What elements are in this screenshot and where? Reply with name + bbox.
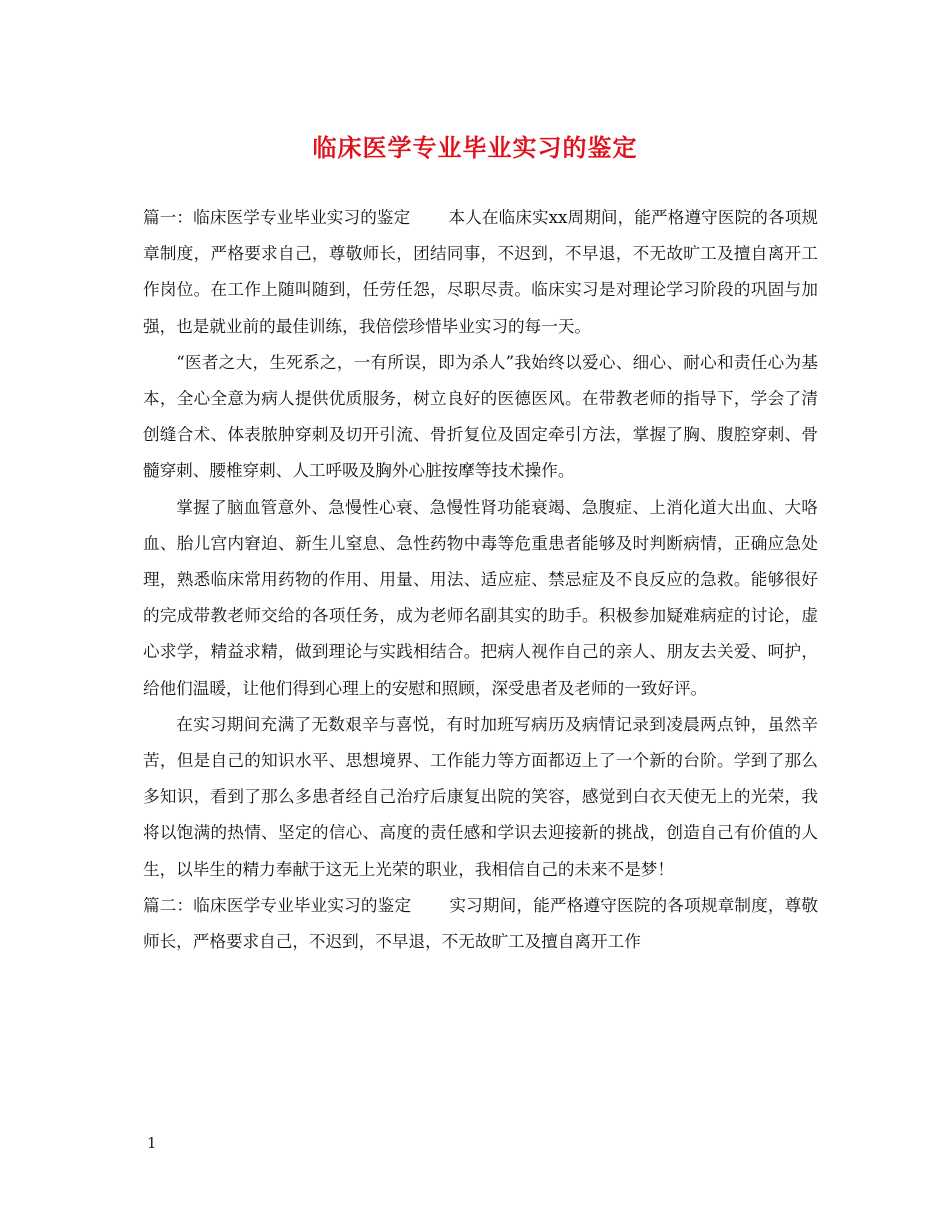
section-1-paragraph-4: 在实习期间充满了无数艰辛与喜悦，有时加班写病历及病情记录到凌晨两点钟，虽然辛苦，但是自己的知识水平、思想境界、工作能力等方面都迈上了一个新的台阶。学到了那么多知识，看到了那么多患者经自己治疗后康复出院的笑容，感觉到白衣天使无上的光荣，我将以饱满的热情、坚定的信心、高度的责任感和学识去迎接新的挑战，创造自己有价值的人生，以毕生的精力奉献于这无上光荣的职业，我相信自己的未来不是梦！ (143, 714, 818, 879)
section-1-heading: 篇一：临床医学专业毕业实习的鉴定 (143, 208, 411, 227)
section-1-paragraph-2: “医者之大，生死系之，一有所误，即为杀人”我始终以爱心、细心、耐心和责任心为基本，全心全意为病人提供优质服务，树立良好的医德医风。在带教老师的指导下，学会了清创缝合术、体表脓肿穿刺及切开引流、骨折复位及固定牵引方法，掌握了胸、腹腔穿刺、骨髓穿刺、腰椎穿刺、人工呼吸及胸外心脏按摩等技术操作。 (143, 352, 818, 481)
section-1-lead-text: 本人在临床实xx周期间，能严格遵守医院的各项规章制度，严格要求自己，尊敬师长，团结同事，不迟到，不早退，不无故旷工及擅自离开工作岗位。在工作上随叫随到，任劳任怨，尽职尽责。临床实习是对理论学习阶段的巩固与加强，也是就业前的最佳训练，我倍偿珍惜毕业实习的每一天。 (143, 208, 819, 336)
section-2-opening-paragraph (143, 888, 818, 960)
section-2-heading: 篇二：临床医学专业毕业实习的鉴定 (143, 895, 412, 915)
document-body (143, 200, 818, 960)
page-number: 1 (147, 1134, 157, 1152)
section-1-opening-paragraph (143, 200, 818, 345)
section-2-lead-text: 实习期间，能严格遵守医院的各项规章制度，尊敬师长，严格要求自己，不迟到，不早退，不无故旷工及擅自离开工作 (143, 895, 819, 952)
document-title: 临床医学专业毕业实习的鉴定 (312, 133, 638, 162)
section-1-paragraph-3: 掌握了脑血管意外、急慢性心衰、急慢性肾功能衰竭、急腹症、上消化道大出血、大咯血、胎儿宫内窘迫、新生儿窒息、急性药物中毒等危重患者能够及时判断病情，正确应急处理，熟悉临床常用药物的作用、用量、用法、适应症、禁忌症及不良反应的急救。能够很好的完成带教老师交给的各项任务，成为老师名副其实的助手。积极参加疑难病症的讨论，虚心求学，精益求精，做到理论与实践相结合。把病人视作自己的亲人、朋友去关爱、呵护，给他们温暖，让他们得到心理上的安慰和照顾，深受患者及老师的一致好评。 (143, 497, 818, 698)
